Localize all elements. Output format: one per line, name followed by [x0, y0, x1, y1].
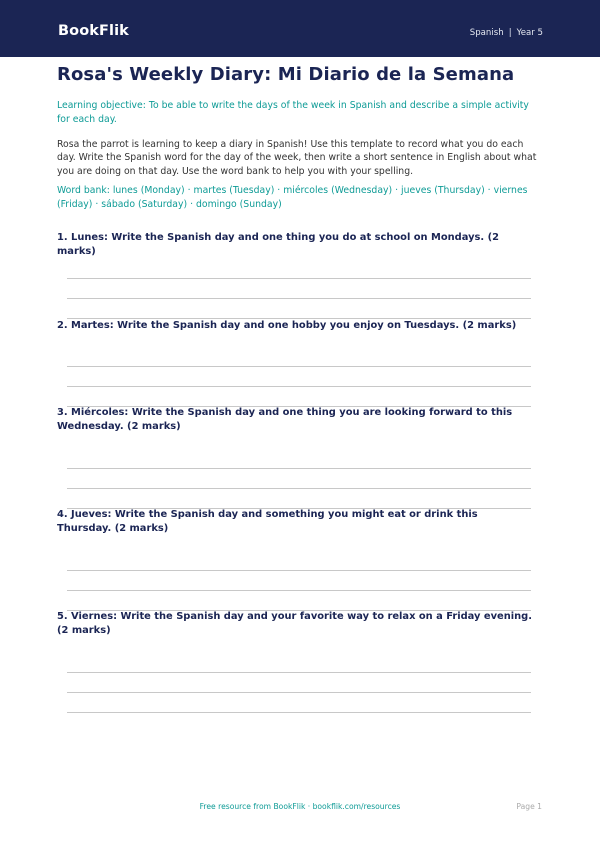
word-bank: Word bank: lunes (Monday) · martes (Tuesday) · miércoles (Wednesday) · jueves (Thursday) · viernes (Friday) · sábado (Saturday) · domingo (Sunday) [57, 185, 528, 210]
answer-line[interactable] [67, 672, 531, 673]
question-3: 3. Miércoles: Write the Spanish day and one thing you are looking forward to this Wednesday. (2 marks) [57, 407, 513, 432]
intro-text: Rosa the parrot is learning to keep a diary in Spanish! Use this template to record what you do each day. Write the Spanish word for the day of the week, then write a short sentence in English about what you are doing on that day. Use the word bank to help you with your spelling. [57, 139, 537, 177]
answer-line[interactable] [67, 278, 531, 279]
page-header [0, 0, 600, 57]
answer-line[interactable] [67, 590, 531, 591]
learning-objective: Learning objective: To be able to write the days of the week in Spanish and describe a simple activity for each day. [57, 100, 529, 125]
answer-line[interactable] [67, 712, 531, 713]
year-label: Year 5 [516, 28, 543, 38]
page-title: Rosa's Weekly Diary: Mi Diario de la Semana [57, 64, 515, 85]
answer-line[interactable] [67, 468, 531, 469]
answer-line[interactable] [67, 366, 531, 367]
answer-line[interactable] [67, 386, 531, 387]
answer-line[interactable] [67, 692, 531, 693]
answer-line[interactable] [67, 488, 531, 489]
answer-line[interactable] [67, 570, 531, 571]
subject-name: Spanish [469, 28, 504, 38]
footer-credit: Free resource from BookFlik · bookflik.com/resources [199, 802, 401, 811]
page-number: Page 1 [516, 802, 542, 811]
question-5: 5. Viernes: Write the Spanish day and your favorite way to relax on a Friday evening. (2 marks) [57, 611, 532, 636]
brand-logo: BookFlik [58, 23, 129, 39]
subject-label [470, 28, 543, 38]
question-1: 1. Lunes: Write the Spanish day and one thing you do at school on Mondays. (2 marks) [57, 232, 499, 257]
question-2: 2. Martes: Write the Spanish day and one hobby you enjoy on Tuesdays. (2 marks) [57, 320, 517, 331]
subject-separator: | [508, 28, 512, 38]
question-4: 4. Jueves: Write the Spanish day and something you might eat or drink this Thursday. (2 marks) [57, 509, 478, 534]
answer-line[interactable] [67, 298, 531, 299]
